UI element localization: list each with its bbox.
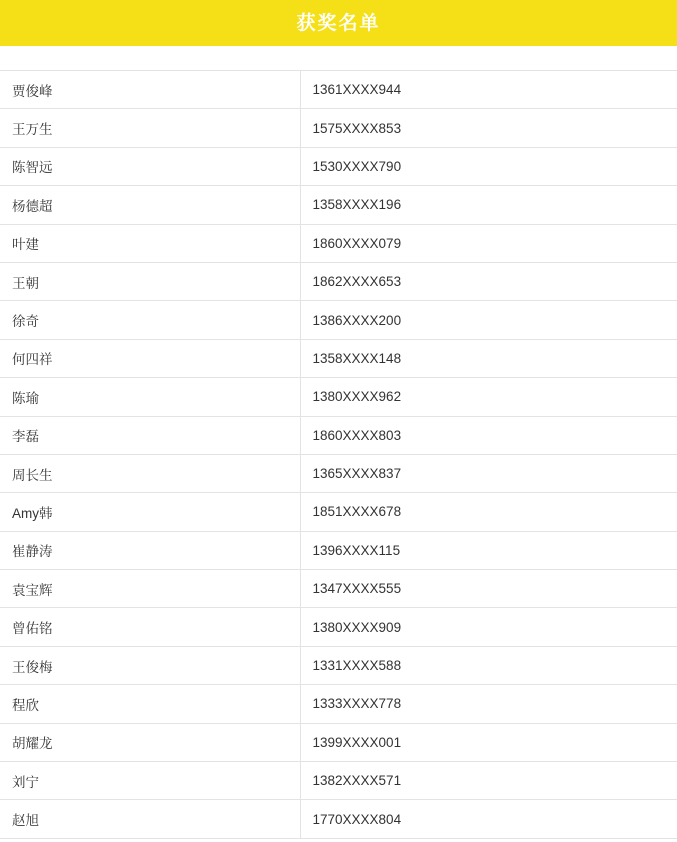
winner-name-cell: 王万生 <box>0 109 300 147</box>
table-row <box>0 762 677 800</box>
winner-name-cell: 王俊梅 <box>0 646 300 684</box>
winner-name-cell: 叶建 <box>0 224 300 262</box>
winner-name-cell: 王朝 <box>0 262 300 300</box>
table-row <box>0 186 677 224</box>
winner-name-cell: 刘宁 <box>0 762 300 800</box>
table-row <box>0 262 677 300</box>
winner-phone-cell: 1380XXXX962 <box>300 378 677 416</box>
table-row <box>0 493 677 531</box>
table-row <box>0 723 677 761</box>
winner-phone-cell: 1380XXXX909 <box>300 608 677 646</box>
table-row <box>0 301 677 339</box>
table-row <box>0 224 677 262</box>
winners-table <box>0 70 677 839</box>
winner-phone-cell: 1770XXXX804 <box>300 800 677 838</box>
table-row <box>0 800 677 838</box>
winner-phone-cell: 1358XXXX196 <box>300 186 677 224</box>
winner-name-cell: 何四祥 <box>0 339 300 377</box>
table-row <box>0 416 677 454</box>
winner-phone-cell: 1365XXXX837 <box>300 454 677 492</box>
page-title: 获奖名单 <box>296 12 381 34</box>
winner-name-cell: 贾俊峰 <box>0 71 300 109</box>
winner-name-cell: 陈智远 <box>0 147 300 185</box>
table-row <box>0 339 677 377</box>
winner-phone-cell: 1396XXXX115 <box>300 531 677 569</box>
table-row <box>0 608 677 646</box>
winners-table-body <box>0 71 677 839</box>
winner-name-cell: 胡耀龙 <box>0 723 300 761</box>
winner-name-cell: Amy韩 <box>0 493 300 531</box>
table-row <box>0 109 677 147</box>
winner-phone-cell: 1358XXXX148 <box>300 339 677 377</box>
winner-name-cell: 程欣 <box>0 685 300 723</box>
winner-name-cell: 赵旭 <box>0 800 300 838</box>
winner-phone-cell: 1851XXXX678 <box>300 493 677 531</box>
table-row <box>0 71 677 109</box>
winner-phone-cell: 1361XXXX944 <box>300 71 677 109</box>
winner-name-cell: 周长生 <box>0 454 300 492</box>
page-header <box>0 0 677 46</box>
winner-name-cell: 李磊 <box>0 416 300 454</box>
table-row <box>0 378 677 416</box>
winner-phone-cell: 1860XXXX803 <box>300 416 677 454</box>
winner-phone-cell: 1399XXXX001 <box>300 723 677 761</box>
table-row <box>0 147 677 185</box>
table-row <box>0 531 677 569</box>
table-row <box>0 570 677 608</box>
table-row <box>0 646 677 684</box>
winner-name-cell: 曾佑铭 <box>0 608 300 646</box>
winner-phone-cell: 1860XXXX079 <box>300 224 677 262</box>
winner-name-cell: 崔静涛 <box>0 531 300 569</box>
header-spacer <box>0 46 677 70</box>
winner-phone-cell: 1386XXXX200 <box>300 301 677 339</box>
winner-phone-cell: 1347XXXX555 <box>300 570 677 608</box>
table-row <box>0 454 677 492</box>
winner-phone-cell: 1575XXXX853 <box>300 109 677 147</box>
winner-phone-cell: 1333XXXX778 <box>300 685 677 723</box>
table-row <box>0 685 677 723</box>
winner-phone-cell: 1862XXXX653 <box>300 262 677 300</box>
winner-phone-cell: 1382XXXX571 <box>300 762 677 800</box>
winner-name-cell: 陈瑜 <box>0 378 300 416</box>
winner-name-cell: 徐奇 <box>0 301 300 339</box>
winner-name-cell: 袁宝辉 <box>0 570 300 608</box>
winner-phone-cell: 1331XXXX588 <box>300 646 677 684</box>
winner-name-cell: 杨德超 <box>0 186 300 224</box>
winner-phone-cell: 1530XXXX790 <box>300 147 677 185</box>
